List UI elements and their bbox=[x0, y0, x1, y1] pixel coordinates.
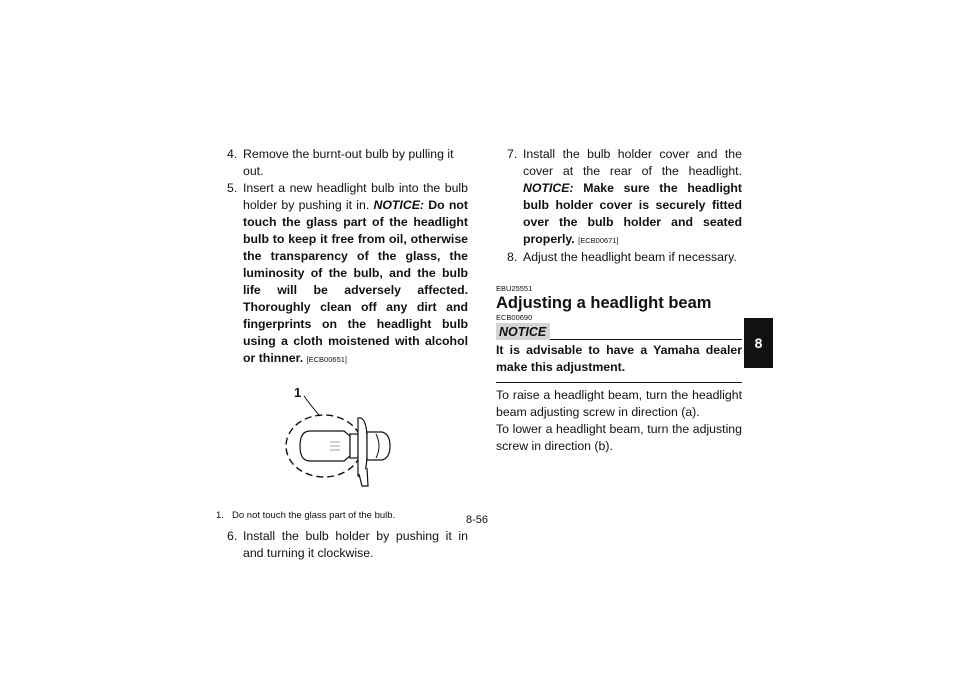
step-5 bbox=[216, 180, 468, 368]
notice-text: Make sure the headlight bulb holder cover is securely fitted over the bulb holder and seated properly. bbox=[523, 181, 742, 246]
step-text: Install the bulb holder by pushing it in and turning it clockwise. bbox=[243, 529, 468, 560]
headlight-bulb-illustration bbox=[216, 376, 468, 506]
step-8 bbox=[496, 249, 742, 266]
bulb-neck bbox=[350, 434, 358, 458]
step-text: Insert a new headlight bulb into the bulb holder by pushing it in. bbox=[243, 181, 468, 212]
step-text: Install the bulb holder cover and the cover at the rear of the headlight. bbox=[523, 147, 742, 178]
step-text: Remove the burnt-out bulb by pulling it out. bbox=[243, 147, 454, 178]
paragraph-lower-beam: To lower a headlight beam, turn the adjusting screw in direction (b). bbox=[496, 422, 742, 453]
step-text: Adjust the headlight beam if necessary. bbox=[523, 250, 737, 264]
notice-box-text: It is advisable to have a Yamaha dealer make this adjustment. bbox=[496, 343, 742, 374]
figure-callout-1: 1 bbox=[294, 385, 302, 400]
step-number: 7. bbox=[507, 147, 518, 161]
step-4 bbox=[216, 146, 468, 180]
left-column bbox=[216, 146, 468, 562]
caption-text: Do not touch the glass part of the bulb. bbox=[232, 510, 396, 521]
step-7 bbox=[496, 146, 742, 249]
notice-rule-bottom bbox=[496, 382, 742, 383]
notice-label: NOTICE: bbox=[373, 198, 425, 212]
notice-label: NOTICE: bbox=[523, 181, 574, 195]
notice-header bbox=[496, 323, 742, 340]
figure-caption bbox=[216, 510, 468, 522]
chapter-tab: 8 bbox=[744, 318, 773, 368]
section-code: EBU25551 bbox=[496, 284, 533, 293]
page-number: 8-56 bbox=[466, 514, 489, 526]
callout-leader bbox=[304, 396, 320, 416]
bulb-flange bbox=[358, 418, 367, 477]
notice-badge: NOTICE bbox=[496, 323, 550, 340]
step-number: 4. bbox=[227, 147, 238, 161]
step-6 bbox=[216, 528, 468, 562]
section-title: Adjusting a headlight beam bbox=[496, 294, 712, 312]
notice-code: [ECB00671] bbox=[578, 236, 619, 245]
notice-text: Do not touch the glass part of the headlight bulb to keep it free from oil, otherwise the transparency of the glass, the luminosity of the bulb, and the bulb life will be adversely affected. Thoroughly clean off any dirt and fingerprints on the headlight bulb using a cloth moistened with alcohol or thinner. bbox=[243, 198, 468, 365]
step-number: 6. bbox=[227, 529, 238, 543]
step-number: 8. bbox=[507, 250, 518, 264]
notice-code: [ECB00651] bbox=[306, 355, 347, 364]
notice-code: ECB00690 bbox=[496, 313, 533, 322]
notice-rule-top bbox=[550, 339, 742, 340]
bulb-glass bbox=[300, 431, 350, 461]
bulb-figure bbox=[216, 376, 468, 506]
paragraph-raise-beam: To raise a headlight beam, turn the headlight beam adjusting screw in direction (a). bbox=[496, 388, 742, 419]
caption-number: 1. bbox=[216, 510, 224, 521]
right-column bbox=[496, 146, 742, 455]
step-number: 5. bbox=[227, 181, 238, 195]
